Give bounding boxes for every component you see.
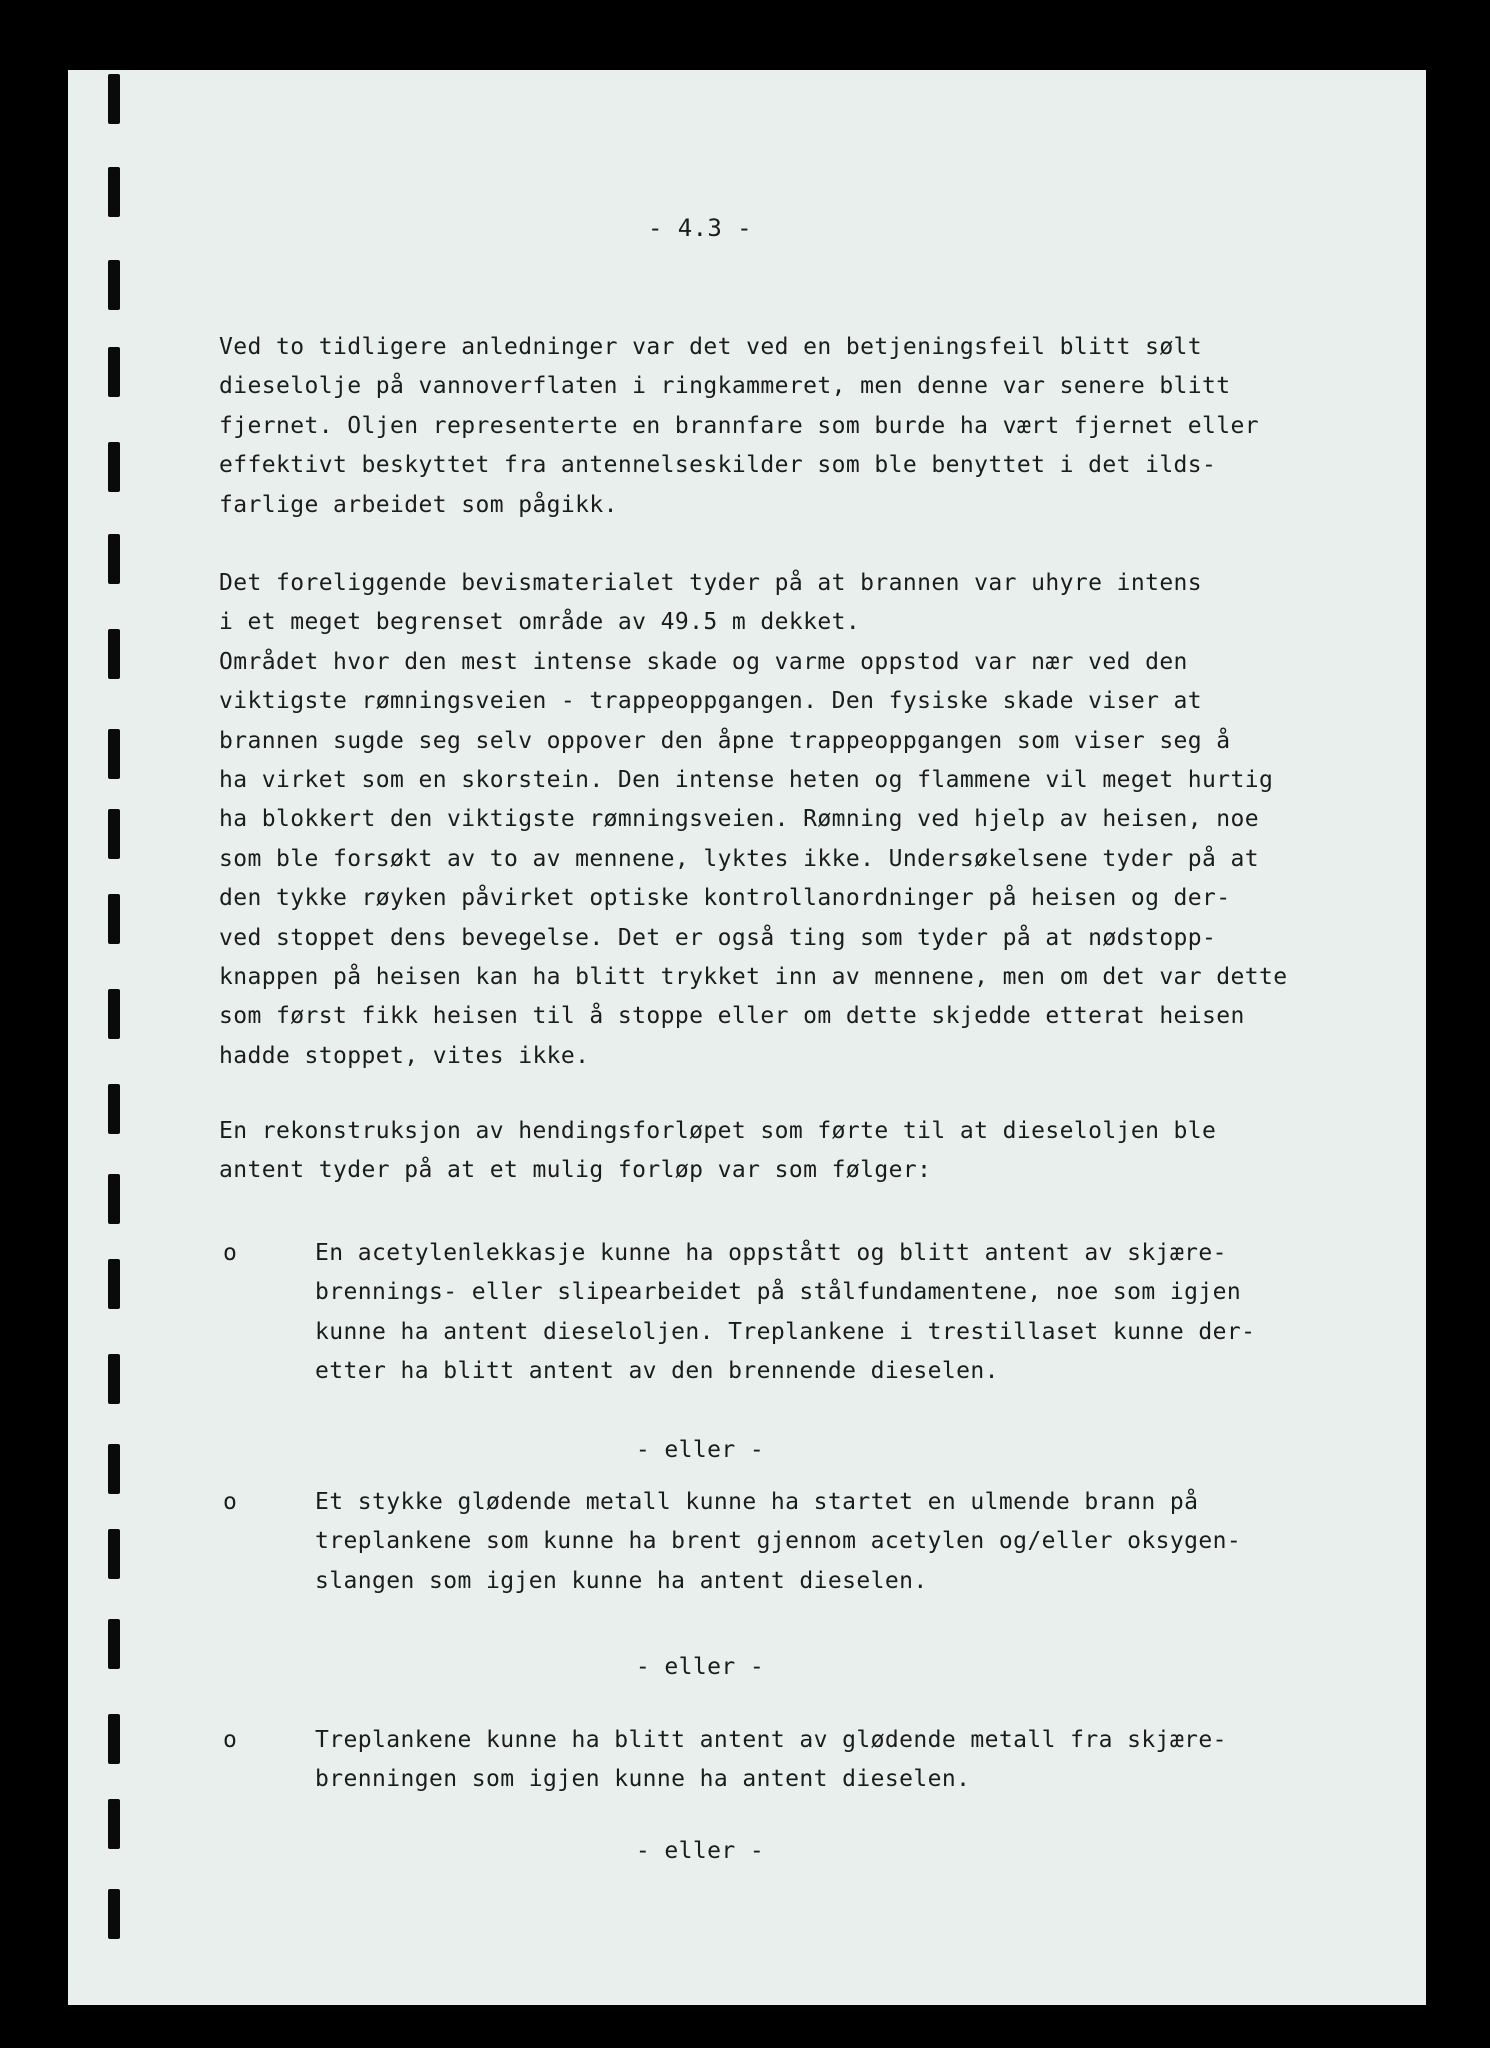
text-line: som først fikk heisen til å stoppe eller om dette skjedde etterat heisen <box>219 1003 1245 1030</box>
bullet-marker: o <box>223 1240 238 1266</box>
text-line: Treplankene kunne ha blitt antent av glødende metall fra skjære- <box>315 1727 1227 1753</box>
separator-or: - eller - <box>635 1437 765 1463</box>
text-line: dieselolje på vannoverflaten i ringkammeret, men denne var senere blitt <box>219 373 1231 400</box>
text-line: knappen på heisen kan ha blitt trykket inn av mennene, men om det var dette <box>219 964 1288 991</box>
text-line: fjernet. Oljen representerte en brannfare som burde ha vært fjernet eller <box>219 412 1260 439</box>
bullet-marker: o <box>223 1489 238 1515</box>
scenario-text <box>315 1721 1227 1800</box>
text-line: Ved to tidligere anledninger var det ved en betjeningsfeil blitt sølt <box>219 334 1203 360</box>
text-line: etter ha blitt antent av den brennende dieselen. <box>315 1358 999 1385</box>
text-line: effektivt beskyttet fra antennelseskilder som ble benyttet i det ilds- <box>219 452 1217 479</box>
text-line: Et stykke glødende metall kunne ha startet en ulmende brann på <box>315 1489 1199 1515</box>
text-line: som ble forsøkt av to av mennene, lyktes ikke. Undersøkelsene tyder på at <box>219 845 1260 872</box>
text-line: brannen sugde seg selv oppover den åpne trappeoppgangen som viser seg å <box>219 727 1231 754</box>
text-line: den tykke røyken påvirket optiske kontrollanordninger på heisen og der- <box>219 885 1231 912</box>
bullet-marker: o <box>223 1727 238 1753</box>
text-line: brenningen som igjen kunne ha antent dieselen. <box>315 1766 971 1793</box>
text-line: i et meget begrenset område av 49.5 m dekket. <box>219 609 861 636</box>
text-line: ha blokkert den viktigste rømningsveien. Rømning ved hjelp av heisen, noe <box>219 806 1260 833</box>
text-line: kunne ha antent dieseloljen. Treplankene i trestillaset kunne der- <box>315 1318 1256 1345</box>
paragraph-oil-spill <box>219 328 1279 525</box>
text-line: En acetylenlekkasje kunne ha oppstått og blitt antent av skjære- <box>315 1240 1227 1266</box>
text-line: Det foreliggende bevismaterialet tyder på at brannen var uhyre intens <box>219 570 1203 596</box>
text-line: brennings- eller slipearbeidet på stålfundamentene, noe som igjen <box>315 1279 1242 1306</box>
page-number: - 4.3 - <box>648 214 752 242</box>
text-line: viktigste rømningsveien - trappeoppgangen. Den fysiske skade viser at <box>219 688 1203 715</box>
paragraph-reconstruction <box>219 1112 1279 1191</box>
separator-or: - eller - <box>635 1838 765 1864</box>
text-line: antent tyder på at et mulig forløp var som følger: <box>219 1157 932 1184</box>
text-line: farlige arbeidet som pågikk. <box>219 491 618 518</box>
text-line: Området hvor den mest intense skade og varme oppstod var nær ved den <box>219 648 1188 675</box>
scenario-text <box>315 1234 1255 1392</box>
scenario-text <box>315 1483 1241 1601</box>
text-line: ha virket som en skorstein. Den intense heten og flammene vil meget hurtig <box>219 767 1274 794</box>
paragraph-evidence <box>219 564 1288 1076</box>
separator-or: - eller - <box>635 1654 765 1680</box>
text-line: En rekonstruksjon av hendingsforløpet som førte til at dieseloljen ble <box>219 1118 1217 1144</box>
text-line: slangen som igjen kunne ha antent dieselen. <box>315 1567 928 1594</box>
text-line: hadde stoppet, vites ikke. <box>219 1042 590 1069</box>
text-line: ved stoppet dens bevegelse. Det er også ting som tyder på at nødstopp- <box>219 924 1217 951</box>
text-line: treplankene som kunne ha brent gjennom acetylen og/eller oksygen- <box>315 1528 1242 1555</box>
